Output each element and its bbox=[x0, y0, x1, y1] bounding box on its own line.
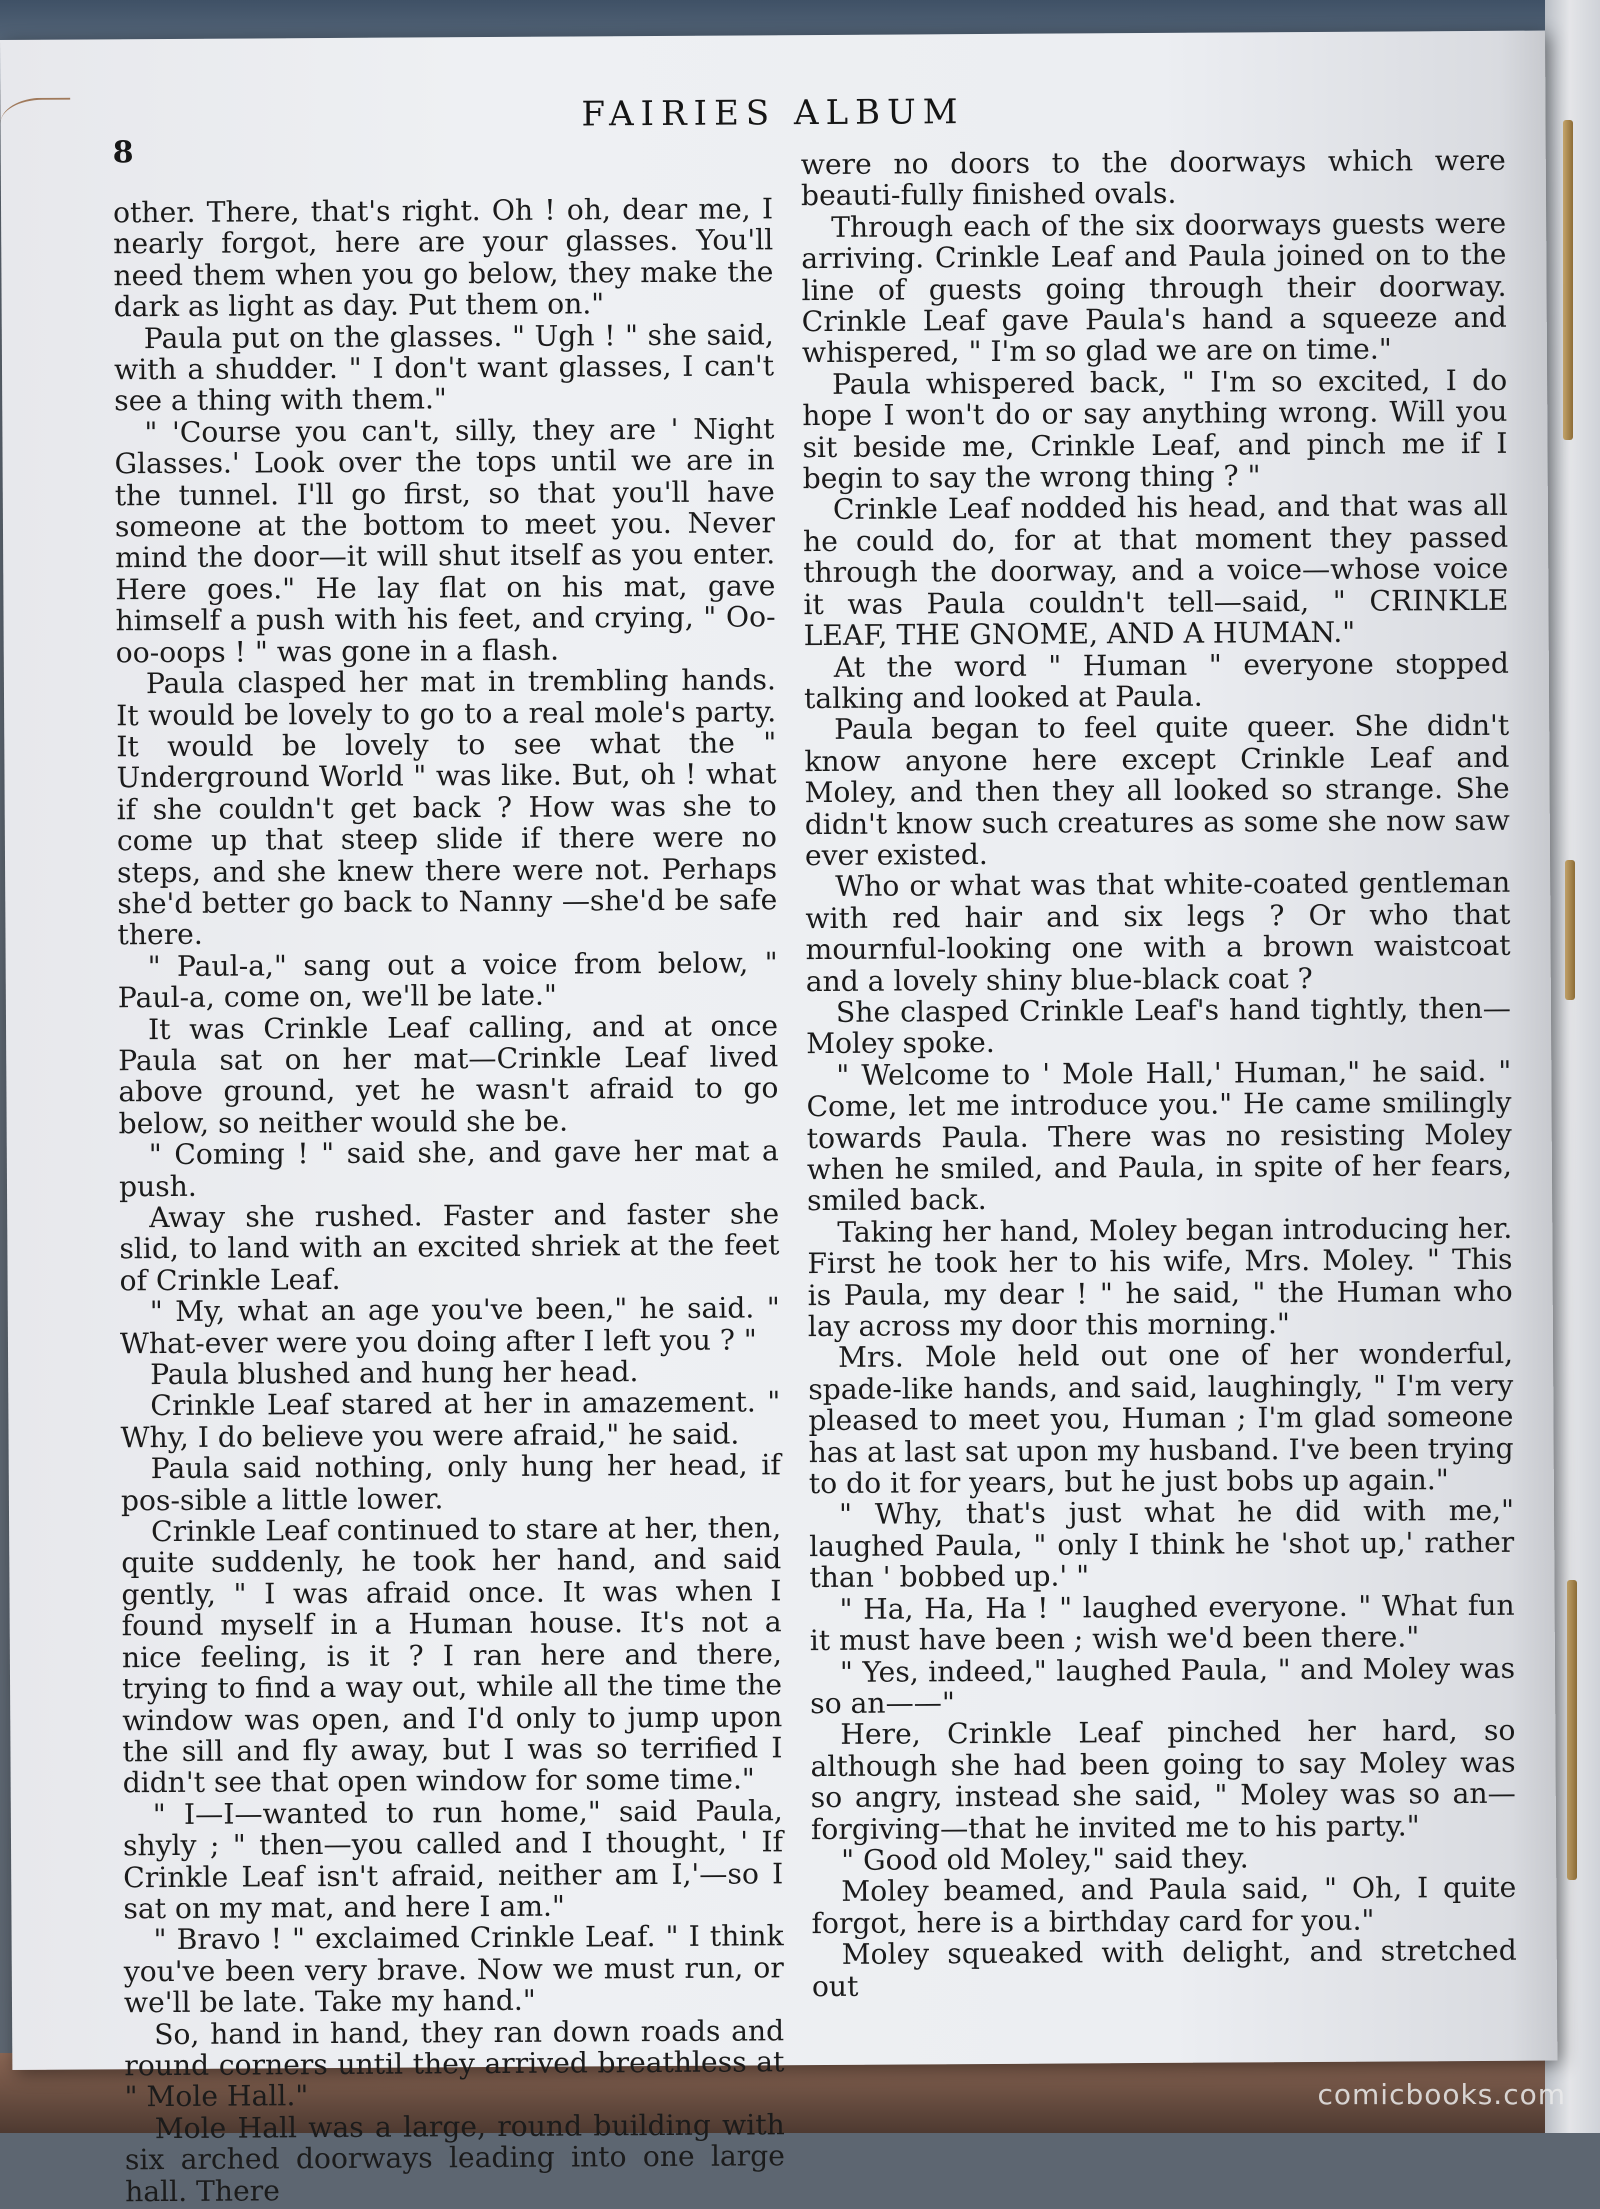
paragraph: Taking her hand, Moley began introducing her. First he took her to his wife, Mrs. Moley. " This is Paula, my dear ! " he said, " the Human who lay across my door this morning." bbox=[807, 1211, 1513, 1344]
left-column bbox=[113, 193, 785, 2207]
paragraph: So, hand in hand, they ran down roads and round corners until they arrived breathless at " Mole Hall." bbox=[124, 2013, 785, 2114]
paragraph: " Yes, indeed," laughed Paula, " and Moley was so an——" bbox=[810, 1651, 1516, 1720]
paragraph: " 'Course you can't, silly, they are ' Night Glasses.' Look over the tops until we are in the tunnel. I'll go first, so that you'll have someone at the bottom to meet you. Never mind the door—it will shut itself as you enter. Here goes." He lay flat on his mat, gave himself a push with his feet, and crying, " Oo-oo-oops ! " was gone in a flash. bbox=[114, 412, 776, 669]
paragraph: " Why, that's just what he did with me," laughed Paula, " only I think he 'shot up,' rather than ' bobbed up.' " bbox=[809, 1494, 1515, 1595]
page-number: 8 bbox=[112, 135, 134, 171]
paragraph: " Good old Moley," said they. bbox=[841, 1841, 1249, 1877]
paragraph: Away she rushed. Faster and faster she slid, to land with an excited shriek at the feet of Crinkle Leaf. bbox=[119, 1197, 780, 1298]
paragraph: Moley squeaked with delight, and stretched out bbox=[811, 1933, 1517, 2003]
paragraph: " My, what an age you've been," he said. " What-ever were you doing after I left you ? " bbox=[119, 1291, 780, 1360]
paragraph: Paula put on the glasses. " Ugh ! " she said, with a shudder. " I don't want glasses, I can't see a thing with them." bbox=[113, 317, 775, 418]
watermark: comicbooks.com bbox=[1317, 2078, 1566, 2111]
paragraph: Crinkle Leaf stared at her in amazement. " Why, I do believe you were afraid," he said. bbox=[120, 1385, 781, 1455]
paragraph: Here, Crinkle Leaf pinched her hard, so although she had been going to say Moley was so angry, instead she said, " Moley was so an—forgiving—that he invited me to his party." bbox=[810, 1714, 1516, 1846]
paragraph: Paula blushed and hung her head. bbox=[150, 1355, 639, 1392]
paragraph: Moley beamed, and Paula said, " Oh, I quite forgot, here is a birthday card for you." bbox=[811, 1871, 1517, 1940]
paragraph: She clasped Crinkle Leaf's hand tightly, then—Moley spoke. bbox=[806, 991, 1512, 1061]
paragraph: " Welcome to ' Mole Hall,' Human," he said. " Come, let me introduce you." He came smilingly towards Paula. There was no resisting Moley when he smiled, and Paula, in spite of her fears, smiled back. bbox=[806, 1054, 1513, 1218]
paragraph: " Ha, Ha, Ha ! " laughed everyone. " What fun it must have been ; wish we'd been there." bbox=[809, 1588, 1515, 1658]
right-column bbox=[801, 145, 1517, 2002]
paragraph: Mrs. Mole held out one of her wonderful, spade-like hands, and said, laughingly, " I'm very pleased to meet you, Human ; I'm glad someone has at last sat upon my husband. I've been trying to do it for years, but he just bobs up again." bbox=[808, 1337, 1514, 1501]
paragraph: It was Crinkle Leaf calling, and at once Paula sat on her mat—Crinkle Leaf lived above ground, yet he wasn't afraid to go below, so neither would she be. bbox=[118, 1008, 779, 1141]
paragraph: " Paul-a," sang out a voice from below, " Paul-a, come on, we'll be late." bbox=[117, 946, 778, 1015]
paragraph: Crinkle Leaf continued to stare at her, then, quite suddenly, he took her hand, and said gently, " I was afraid once. It was when I found myself in a Human house. It's not a nice feeling, is it ? I ran here and there, trying to find a way out, while all the time the window was open, and I'd only to jump upon the sill and fly away, but I was so terrified I didn't see that open window for some time." bbox=[121, 1511, 783, 1800]
paragraph: At the word " Human " everyone stopped talking and looked at Paula. bbox=[803, 646, 1509, 716]
paragraph: Through each of the six doorways guests were arriving. Crinkle Leaf and Paula joined on to the line of guests going through their doorway. Crinkle Leaf gave Paula's hand a squeeze and whispered, " I'm so glad we are on time." bbox=[801, 206, 1507, 370]
paragraph: " Coming ! " said she, and gave her mat a push. bbox=[118, 1134, 779, 1203]
paragraph: other. There, that's right. Oh ! oh, dear me, I nearly forgot, here are your glasses. You'll need them when you go below, they make the dark as light as day. Put them on." bbox=[112, 192, 774, 324]
running-head: FAIRIES ALBUM bbox=[581, 92, 965, 135]
paragraph: " I—I—wanted to run home," said Paula, shyly ; " then—you called and I thought, ' If Crinkle Leaf isn't afraid, neither am I,'—so I sat on my mat, and here I am." bbox=[122, 1793, 784, 1926]
paragraph: Crinkle Leaf nodded his head, and that was all he could do, for at that moment they passed through the doorway, and a voice—whose voice it was Paula couldn't tell—said, " CRINKLE LEAF, THE GNOME, AND A HUMAN." bbox=[802, 489, 1509, 653]
staple-mark bbox=[1567, 1580, 1577, 1880]
paragraph: Who or what was that white-coated gentleman with red hair and six legs ? Or who that mournful-looking one with a brown waistcoat and a lovely shiny blue-black coat ? bbox=[805, 866, 1511, 998]
paragraph: " Bravo ! " exclaimed Crinkle Leaf. " I think you've been very brave. Now we must run, or we'll be late. Take my hand." bbox=[123, 1919, 784, 2020]
paragraph: Paula whispered back, " I'm so excited, I do hope I won't do or say anything wrong. Will you sit beside me, Crinkle Leaf, and pinch me if I begin to say the wrong thing ? " bbox=[802, 363, 1508, 496]
staple-mark bbox=[1563, 120, 1573, 440]
paragraph: Paula clasped her mat in trembling hands. It would be lovely to go to a real mole's party. It would be lovely to see what the " Underground World " was like. But, oh ! what if she couldn't get back ? How was she to come up that steep slide if there were no steps, and she knew there were not. Perhaps she'd better go back to Nanny —she'd be safe there. bbox=[116, 663, 778, 952]
paragraph: Paula began to feel quite queer. She didn't know anyone here except Crinkle Leaf and Moley, and then they all looked so strange. She didn't know such creatures as some she now saw ever existed. bbox=[804, 709, 1510, 873]
staple-mark bbox=[1565, 860, 1575, 1000]
paragraph: Mole Hall was a large, round building with six arched doorways leading into one large hall. There bbox=[124, 2108, 786, 2208]
paragraph: Paula said nothing, only hung her head, if pos-sible a little lower. bbox=[120, 1448, 781, 1517]
paragraph: were no doors to the doorways which were beauti-fully finished ovals. bbox=[800, 143, 1506, 213]
